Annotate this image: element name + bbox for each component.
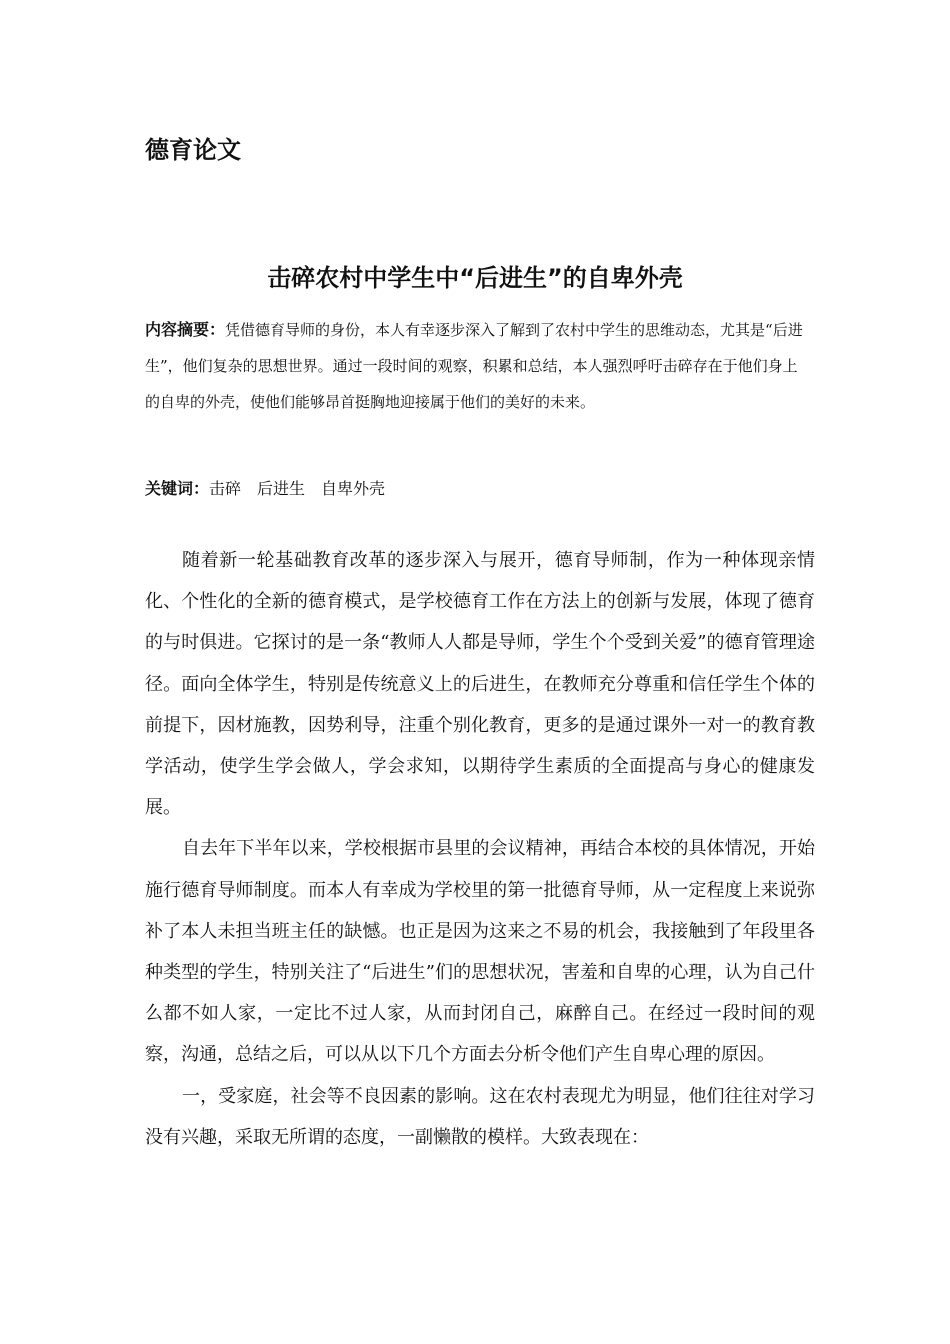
- abstract-label: 内容摘要：: [145, 320, 226, 339]
- body-text: [145, 540, 815, 1158]
- keywords-label: 关键词：: [145, 479, 210, 498]
- abstract: [145, 312, 810, 420]
- body-paragraph: 一，受家庭，社会等不良因素的影响。这在农村表现尤为明显，他们往往对学习没有兴趣，采取无所谓的态度，一副懒散的模样。大致表现在：: [145, 1085, 815, 1148]
- body-paragraph: 随着新一轮基础教育改革的逐步深入与展开，德育导师制，作为一种体现亲情化、个性化的全新的德育模式，是学校德育工作在方法上的创新与发展，体现了德育的与时俱进。它探讨的是一条“教师人人都是导师，学生个个受到关爱”的德育管理途径。面向全体学生，特别是传统意义上的后进生，在教师充分尊重和信任学生个体的前提下，因材施教，因势利导，注重个别化教育，更多的是通过课外一对一的教育教学活动，使学生学会做人，学会求知，以期待学生素质的全面提高与身心的健康发展。: [145, 550, 815, 819]
- keywords: [145, 471, 810, 507]
- article-title: 击碎农村中学生中“后进生”的自卑外壳: [267, 264, 683, 292]
- document-heading: 德育论文: [145, 136, 241, 164]
- keyword: 自卑外壳: [321, 479, 386, 498]
- body-paragraph: 自去年下半年以来，学校根据市县里的会议精神，再结合本校的具体情况，开始施行德育导师制度。而本人有幸成为学校里的第一批德育导师，从一定程度上来说弥补了本人未担当班主任的缺憾。也正是因为这来之不易的机会，我接触到了年段里各种类型的学生，特别关注了“后进生”们的思想状况，害羞和自卑的心理，认为自己什么都不如人家，一定比不过人家，从而封闭自己，麻醉自己。在经过一段时间的观察，沟通，总结之后，可以从以下几个方面去分析令他们产生自卑心理的原因。: [145, 838, 815, 1066]
- keyword: 后进生: [257, 479, 306, 498]
- keyword: 击碎: [209, 479, 242, 498]
- abstract-text: 凭借德育导师的身份，本人有幸逐步深入了解到了农村中学生的思维动态，尤其是“后进生”，他们复杂的思想世界。通过一段时间的观察，积累和总结，本人强烈呼吁击碎存在于他们身上的自卑的外壳，使他们能够昂首挺胸地迎接属于他们的美好的未来。: [145, 321, 803, 411]
